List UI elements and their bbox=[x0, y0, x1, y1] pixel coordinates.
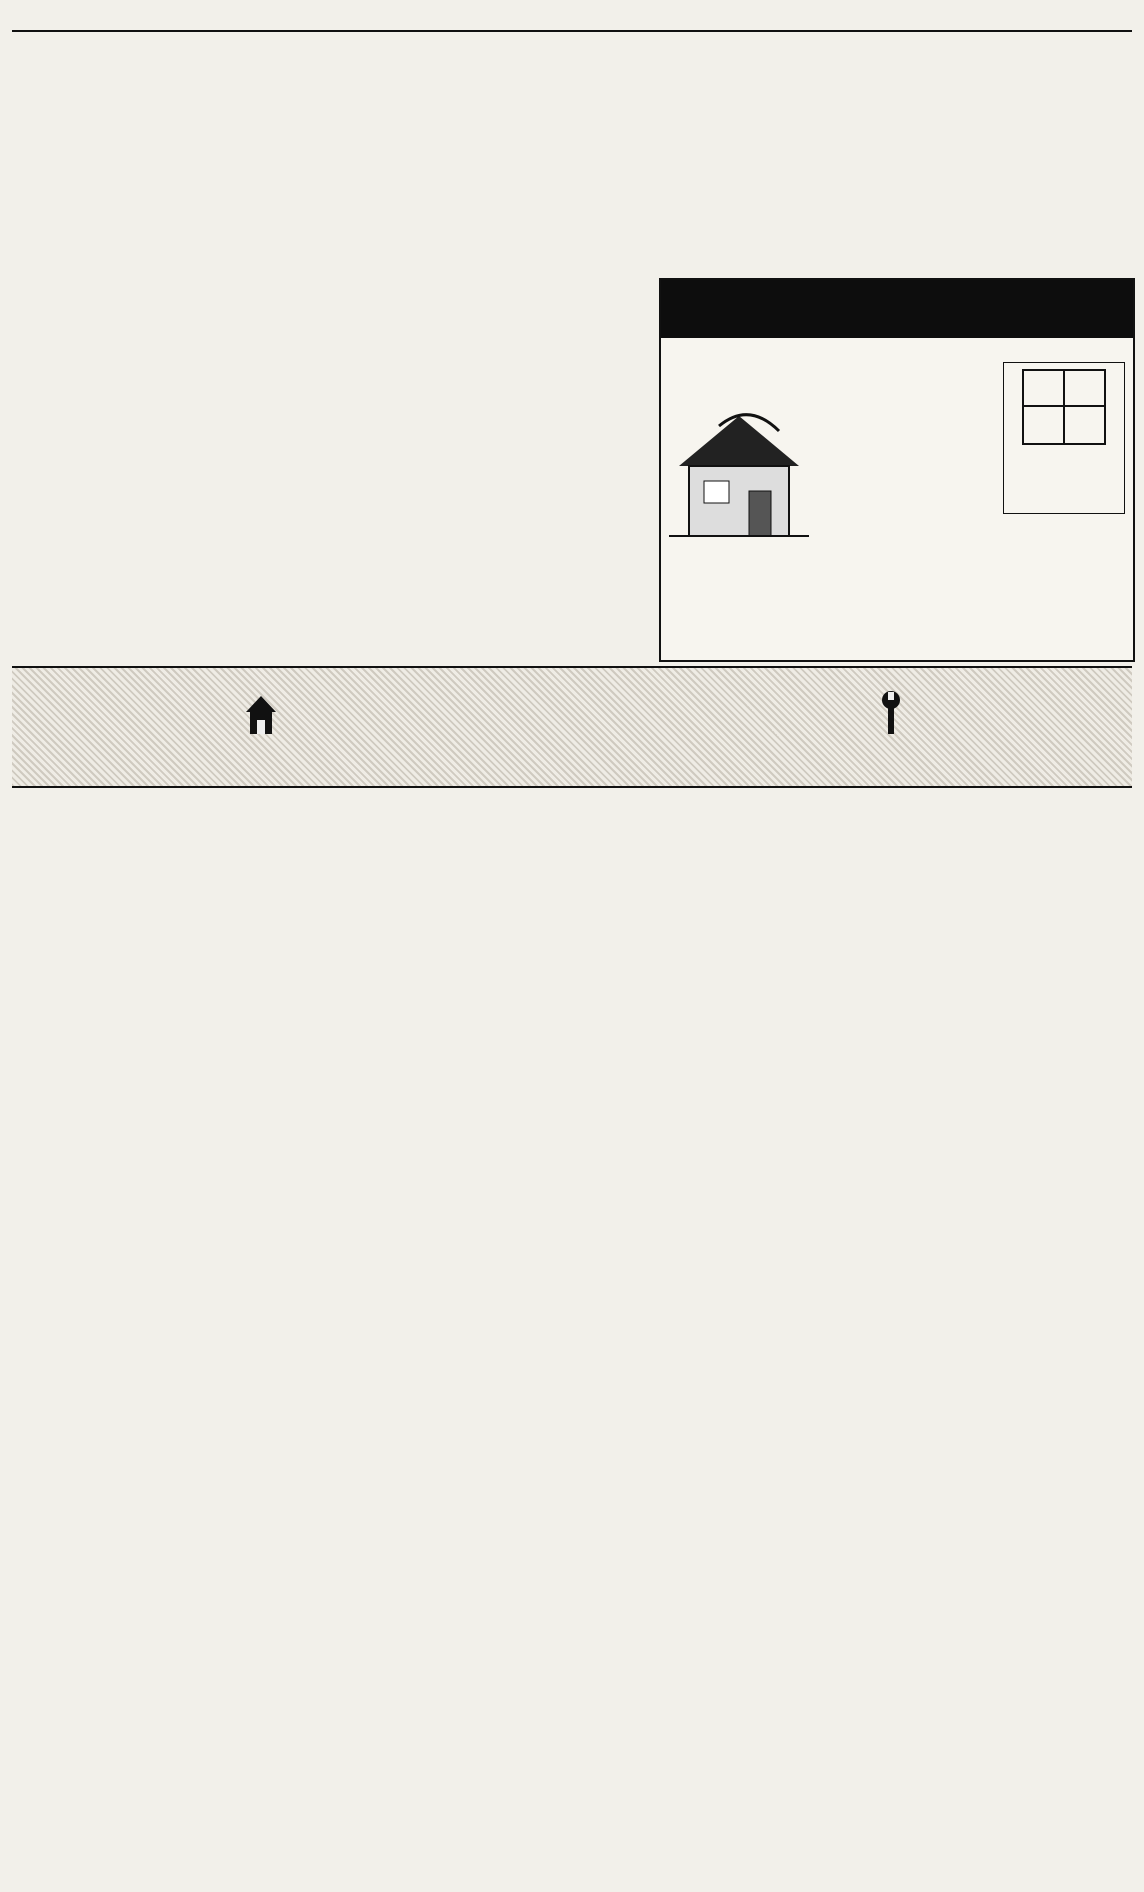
page-header bbox=[12, 12, 1132, 32]
service-guide-title bbox=[242, 686, 902, 746]
house-illustration-icon bbox=[669, 396, 809, 546]
newspaper-page bbox=[12, 12, 1132, 1868]
service-directory-section bbox=[12, 790, 1132, 1848]
free-estimates-headline bbox=[661, 280, 1133, 338]
window-icon bbox=[1022, 369, 1106, 445]
mico-construction-ad bbox=[659, 278, 1135, 662]
energy-windows-box bbox=[1003, 362, 1125, 514]
wrench-icon bbox=[874, 690, 908, 736]
home-service-guide-banner bbox=[12, 666, 1132, 788]
